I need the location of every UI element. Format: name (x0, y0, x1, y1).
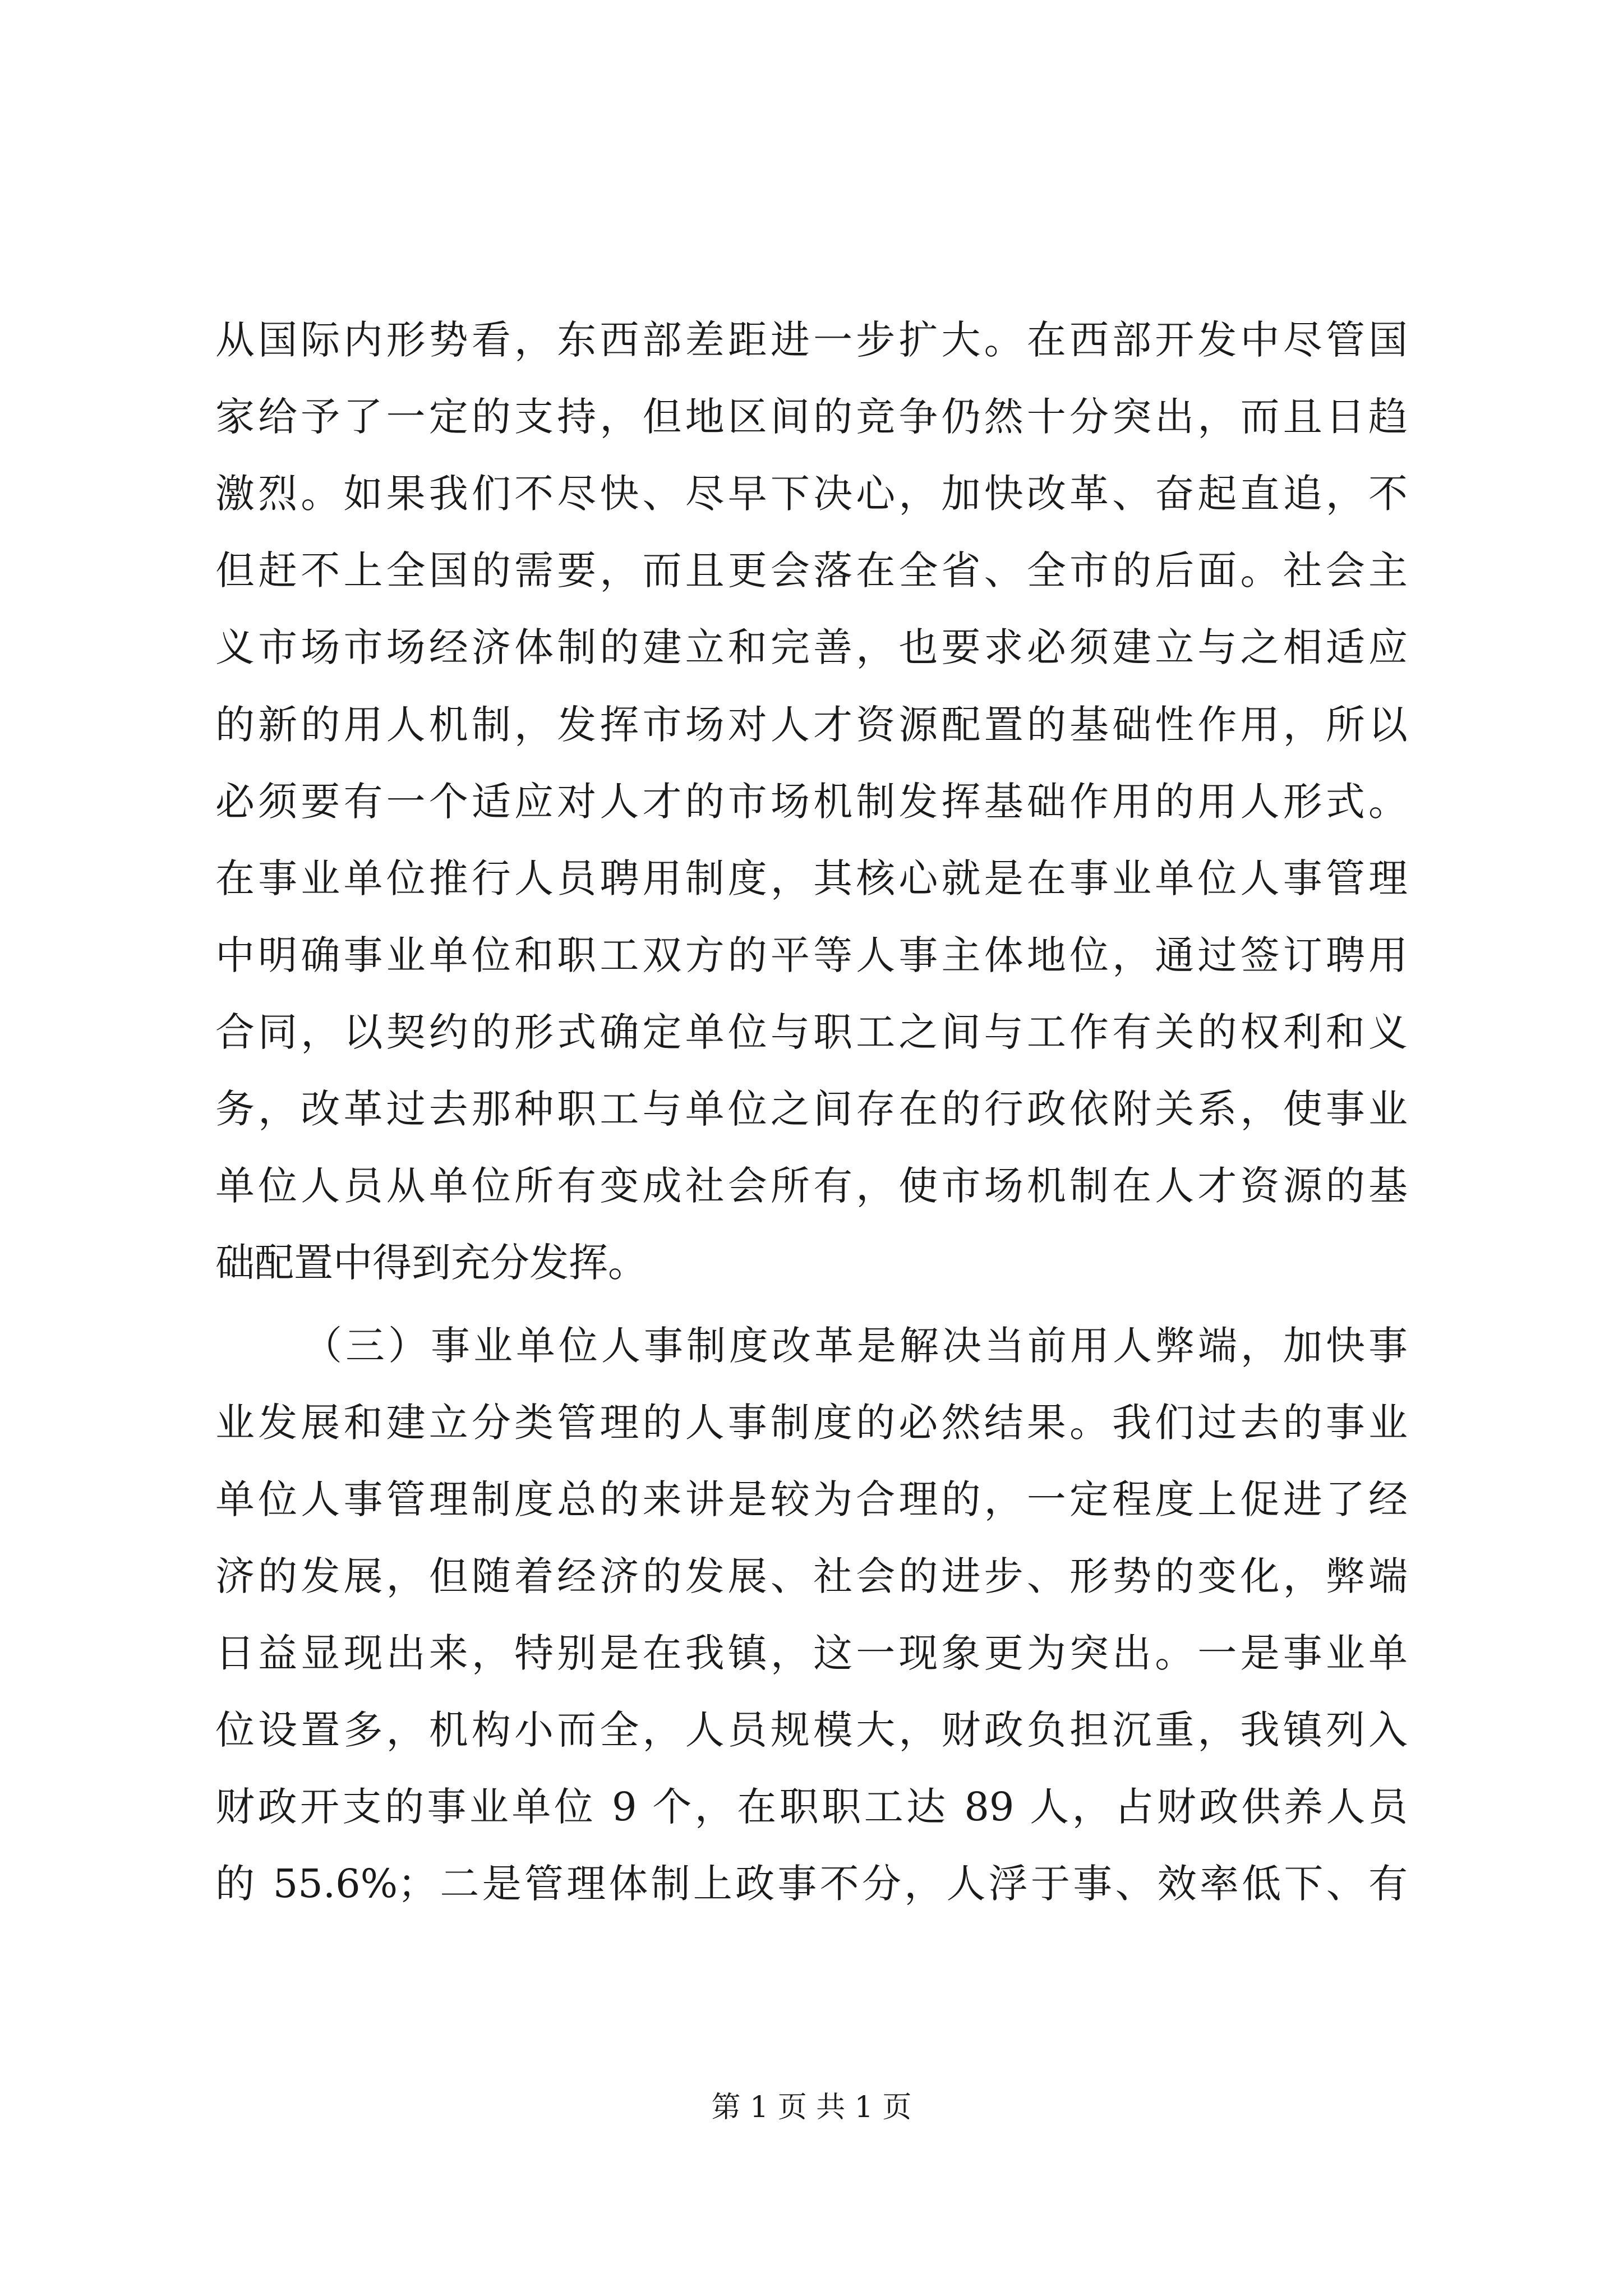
paragraph-2-line-7: 财政开支的事业单位 9 个，在职职工达 89 人，占财政供养人员 (215, 1784, 1408, 1830)
paragraph-1-line-4: 但赶不上全国的需要，而且更会落在全省、全市的后面。社会主 (215, 547, 1408, 593)
paragraph-1-line-3: 激烈。如果我们不尽快、尽早下决心，加快改革、奋起直追，不 (215, 471, 1408, 517)
paragraph-2-line-5: 日益显现出来，特别是在我镇，这一现象更为突出。一是事业单 (215, 1630, 1408, 1676)
paragraph-1-line-12: 单位人员从单位所有变成社会所有，使市场机制在人才资源的基 (215, 1163, 1408, 1209)
paragraph-1-line-11: 务，改革过去那种职工与单位之间存在的行政依附关系，使事业 (215, 1086, 1408, 1132)
paragraph-2-line-1: （三）事业单位人事制度改革是解决当前用人弊端，加快事 (303, 1323, 1408, 1369)
paragraph-2-line-2: 业发展和建立分类管理的人事制度的必然结果。我们过去的事业 (215, 1400, 1408, 1446)
paragraph-1-line-9: 中明确事业单位和职工双方的平等人事主体地位，通过签订聘用 (215, 932, 1408, 978)
paragraph-1-line-2: 家给予了一定的支持，但地区间的竞争仍然十分突出，而且日趋 (215, 394, 1408, 440)
paragraph-2-line-8: 的 55.6%；二是管理体制上政事不分，人浮于事、效率低下、有 (215, 1861, 1408, 1907)
paragraph-1-line-7: 必须要有一个适应对人才的市场机制发挥基础作用的用人形式。 (215, 779, 1408, 825)
paragraph-1-line-8: 在事业单位推行人员聘用制度，其核心就是在事业单位人事管理 (215, 855, 1408, 901)
paragraph-1-line-13: 础配置中得到充分发挥。 (215, 1240, 647, 1286)
paragraph-1-line-10: 合同，以契约的形式确定单位与职工之间与工作有关的权利和义 (215, 1009, 1408, 1055)
paragraph-2-line-3: 单位人事管理制度总的来讲是较为合理的，一定程度上促进了经 (215, 1476, 1408, 1522)
page-footer: 第 1 页 共 1 页 (711, 2091, 912, 2124)
paragraph-2-line-4: 济的发展，但随着经济的发展、社会的进步、形势的变化，弊端 (215, 1553, 1408, 1599)
paragraph-2-line-6: 位设置多，机构小而全，人员规模大，财政负担沉重，我镇列入 (215, 1707, 1408, 1753)
paragraph-1-line-1: 从国际内形势看，东西部差距进一步扩大。在西部开发中尽管国 (215, 317, 1408, 363)
paragraph-1-line-6: 的新的用人机制，发挥市场对人才资源配置的基础性作用，所以 (215, 702, 1408, 748)
paragraph-1-line-5: 义市场市场经济体制的建立和完善，也要求必须建立与之相适应 (215, 624, 1408, 670)
